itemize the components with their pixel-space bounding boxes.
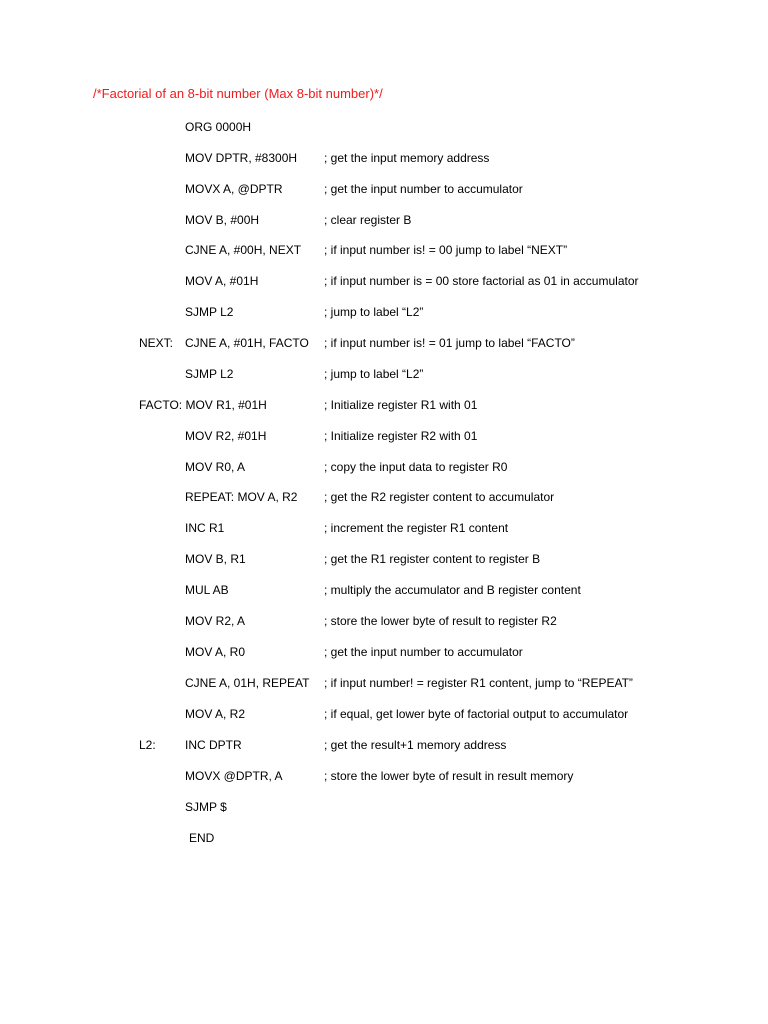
line-instruction: INC R1 bbox=[185, 521, 225, 535]
line-comment: ; jump to label “L2” bbox=[324, 305, 424, 319]
line-comment: ; jump to label “L2” bbox=[324, 367, 424, 381]
code-line bbox=[0, 149, 768, 167]
line-label: L2: bbox=[139, 738, 156, 752]
code-line bbox=[0, 396, 768, 414]
line-instruction: FACTO: MOV R1, #01H bbox=[139, 398, 267, 412]
program-title: /*Factorial of an 8-bit number (Max 8-bit number)*/ bbox=[93, 86, 383, 101]
line-instruction: END bbox=[189, 831, 215, 845]
code-line bbox=[0, 211, 768, 229]
line-comment: ; get the R2 register content to accumulator bbox=[324, 490, 555, 504]
line-comment: ; increment the register R1 content bbox=[324, 521, 509, 535]
line-instruction: MOV R2, A bbox=[185, 614, 246, 628]
line-instruction: CJNE A, #00H, NEXT bbox=[185, 243, 302, 257]
code-line bbox=[0, 581, 768, 599]
line-comment: ; multiply the accumulator and B register content bbox=[324, 583, 581, 597]
line-comment: ; get the input memory address bbox=[324, 151, 490, 165]
line-comment: ; Initialize register R1 with 01 bbox=[324, 398, 478, 412]
line-instruction: MOV R0, A bbox=[185, 460, 246, 474]
line-comment: ; if input number is = 00 store factorial as 01 in accumulator bbox=[324, 274, 639, 288]
line-instruction: SJMP L2 bbox=[185, 305, 234, 319]
line-comment: ; get the R1 register content to register B bbox=[324, 552, 541, 566]
line-comment: ; if input number is! = 00 jump to label “NEXT” bbox=[324, 243, 568, 257]
code-line bbox=[0, 303, 768, 321]
line-instruction: MOV B, R1 bbox=[185, 552, 246, 566]
line-instruction: MOV A, R0 bbox=[185, 645, 246, 659]
line-instruction: MOV B, #00H bbox=[185, 213, 260, 227]
code-line bbox=[0, 519, 768, 537]
code-line bbox=[0, 612, 768, 630]
line-comment: ; store the lower byte of result in result memory bbox=[324, 769, 574, 783]
line-instruction: ORG 0000H bbox=[185, 120, 252, 134]
line-comment: ; copy the input data to register R0 bbox=[324, 460, 508, 474]
code-line bbox=[0, 829, 768, 847]
line-comment: ; if input number! = register R1 content, jump to “REPEAT” bbox=[324, 676, 633, 690]
code-line bbox=[0, 736, 768, 754]
line-instruction: MOV A, R2 bbox=[185, 707, 246, 721]
line-instruction: INC DPTR bbox=[185, 738, 242, 752]
line-label: NEXT: bbox=[139, 336, 174, 350]
code-line bbox=[0, 118, 768, 136]
code-line bbox=[0, 334, 768, 352]
code-line bbox=[0, 365, 768, 383]
line-comment: ; clear register B bbox=[324, 213, 412, 227]
line-instruction: MOV R2, #01H bbox=[185, 429, 267, 443]
code-line bbox=[0, 180, 768, 198]
line-comment: ; store the lower byte of result to register R2 bbox=[324, 614, 557, 628]
line-instruction: CJNE A, 01H, REPEAT bbox=[185, 676, 310, 690]
line-instruction: CJNE A, #01H, FACTO bbox=[185, 336, 309, 350]
code-line bbox=[0, 767, 768, 785]
code-line bbox=[0, 550, 768, 568]
line-instruction: MOVX A, @DPTR bbox=[185, 182, 283, 196]
line-comment: ; get the input number to accumulator bbox=[324, 182, 523, 196]
code-line bbox=[0, 705, 768, 723]
line-comment: ; get the input number to accumulator bbox=[324, 645, 523, 659]
line-instruction: SJMP $ bbox=[185, 800, 227, 814]
line-comment: ; if input number is! = 01 jump to label “FACTO” bbox=[324, 336, 575, 350]
line-comment: ; Initialize register R2 with 01 bbox=[324, 429, 478, 443]
code-line bbox=[0, 458, 768, 476]
line-instruction: SJMP L2 bbox=[185, 367, 234, 381]
line-comment: ; get the result+1 memory address bbox=[324, 738, 507, 752]
line-instruction: MOVX @DPTR, A bbox=[185, 769, 283, 783]
code-line bbox=[0, 241, 768, 259]
code-line bbox=[0, 488, 768, 506]
code-line bbox=[0, 427, 768, 445]
line-instruction: MOV DPTR, #8300H bbox=[185, 151, 298, 165]
line-instruction: MUL AB bbox=[185, 583, 229, 597]
code-line bbox=[0, 272, 768, 290]
line-comment: ; if equal, get lower byte of factorial output to accumulator bbox=[324, 707, 629, 721]
code-line bbox=[0, 798, 768, 816]
code-line bbox=[0, 674, 768, 692]
code-line bbox=[0, 643, 768, 661]
line-instruction: MOV A, #01H bbox=[185, 274, 259, 288]
line-instruction: REPEAT: MOV A, R2 bbox=[185, 490, 298, 504]
